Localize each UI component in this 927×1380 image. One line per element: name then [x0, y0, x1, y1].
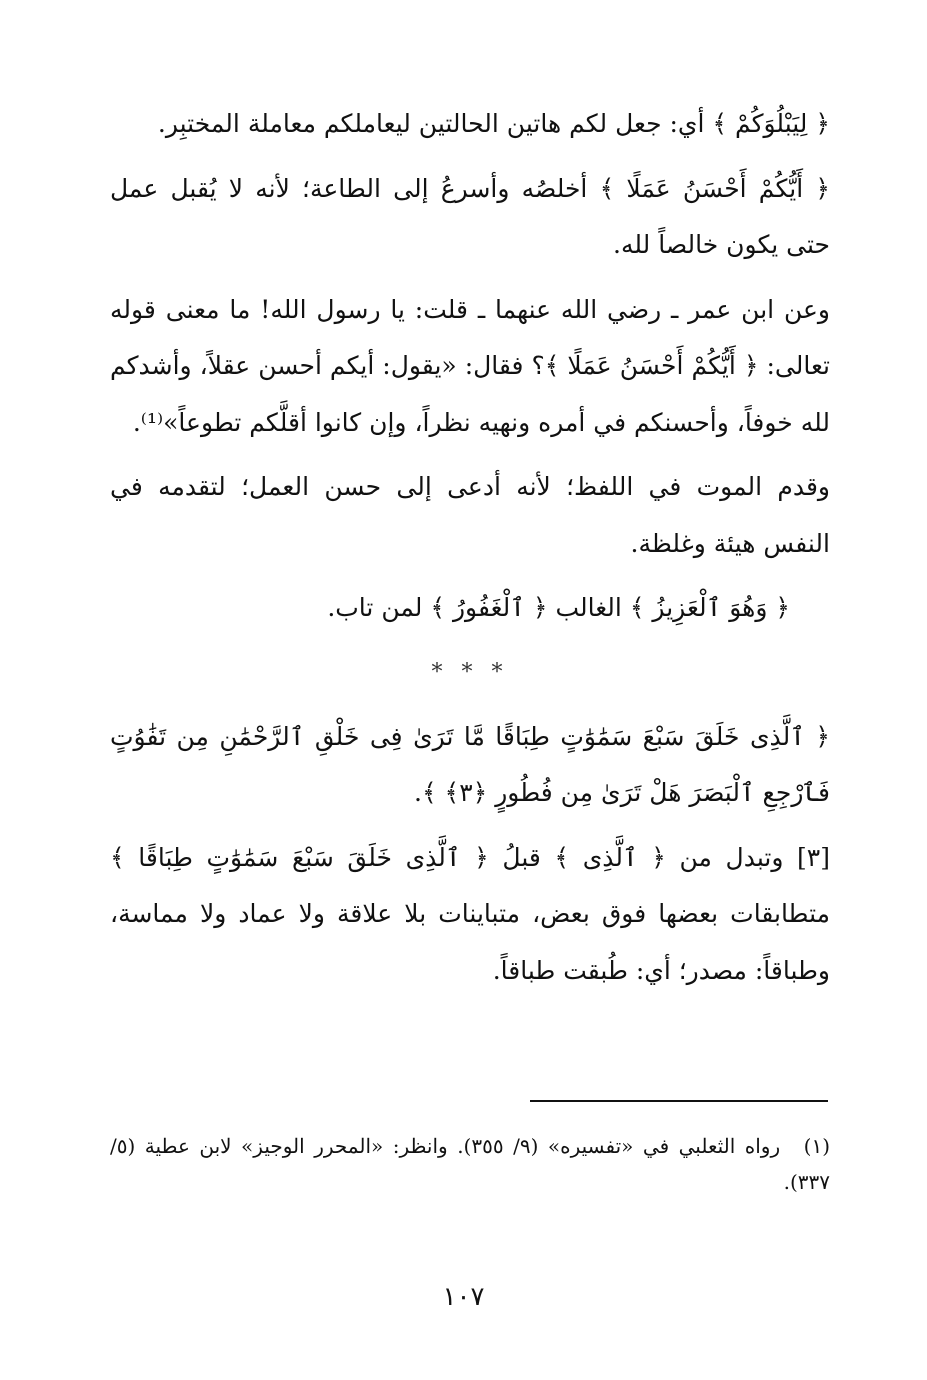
- footnote: [110, 1128, 830, 1200]
- footnote-text: رواه الثعلبي في «تفسيره» (٩/ ٣٥٥). وانظر: «المحرر الوجيز» لابن عطية (٥/ ٣٣٧).: [110, 1134, 830, 1194]
- section-separator: * * *: [431, 659, 509, 685]
- page-number: ١٠٧: [442, 1282, 485, 1312]
- quran-verse: ﴿ ٱلَّذِى خَلَقَ سَبْعَ سَمَٰوَٰتٍ طِبَاقًا مَّا تَرَىٰ فِى خَلْقِ ٱلرَّحْمَٰنِ مِن تَفَٰوُتٍ فَٱرْجِعِ ٱلْبَصَرَ هَلْ تَرَىٰ مِن فُطُورٍ ﴿٣﴾ ﴾.: [110, 721, 830, 807]
- paragraph-tafsir-2: ﴿ أَيُّكُمْ أَحْسَنُ عَمَلًا ﴾ أخلصُه وأسرعُ إلى الطاعة؛ لأنه لا يُقبل عمل حتى يكون خالصاً لله.: [110, 173, 830, 259]
- paragraph-tafsir-1: ﴿ لِيَبْلُوَكُمْ ﴾ أي: جعل لكم هاتين الحالتين ليعاملكم معاملة المختبِر.: [157, 109, 830, 138]
- footnote-divider: [530, 1100, 828, 1102]
- paragraph-tafsir-3: وقدم الموت في اللفظ؛ لأنه أدعى إلى حسن العمل؛ لتقدمه في النفس هيئة وغلظة.: [110, 472, 830, 558]
- main-text: [110, 96, 830, 1007]
- paragraph-commentary: [٣] وتبدل من ﴿ ٱلَّذِى ﴾ قبلُ ﴿ ٱلَّذِى خَلَقَ سَبْعَ سَمَٰوَٰتٍ طِبَاقًا ﴾ متطابقات بعضها فوق بعض، متباينات بلا علاقة ولا عماد ولا مماسة، وطباقاً: مصدر؛ أي: طُبقت طباقاً.: [110, 842, 830, 985]
- paragraph-hadith: وعن ابن عمر ـ رضي الله عنهما ـ قلت: يا رسول الله! ما معنى قوله تعالى: ﴿ أَيُّكُمْ أَحْسَنُ عَمَلًا ﴾؟ فقال: «يقول: أيكم أحسن عقلاً، وأشدكم لله خوفاً، وأحسنكم في أمره ونهيه نظراً، وإن كانوا أقلَّكم تطوعاً»⁽¹⁾.: [110, 294, 830, 437]
- footnote-number: (١): [803, 1134, 830, 1158]
- paragraph-tafsir-4: ﴿ وَهُوَ ٱلْعَزِيزُ ﴾ الغالب ﴿ ٱلْغَفُورُ ﴾ لمن تاب.: [327, 593, 790, 622]
